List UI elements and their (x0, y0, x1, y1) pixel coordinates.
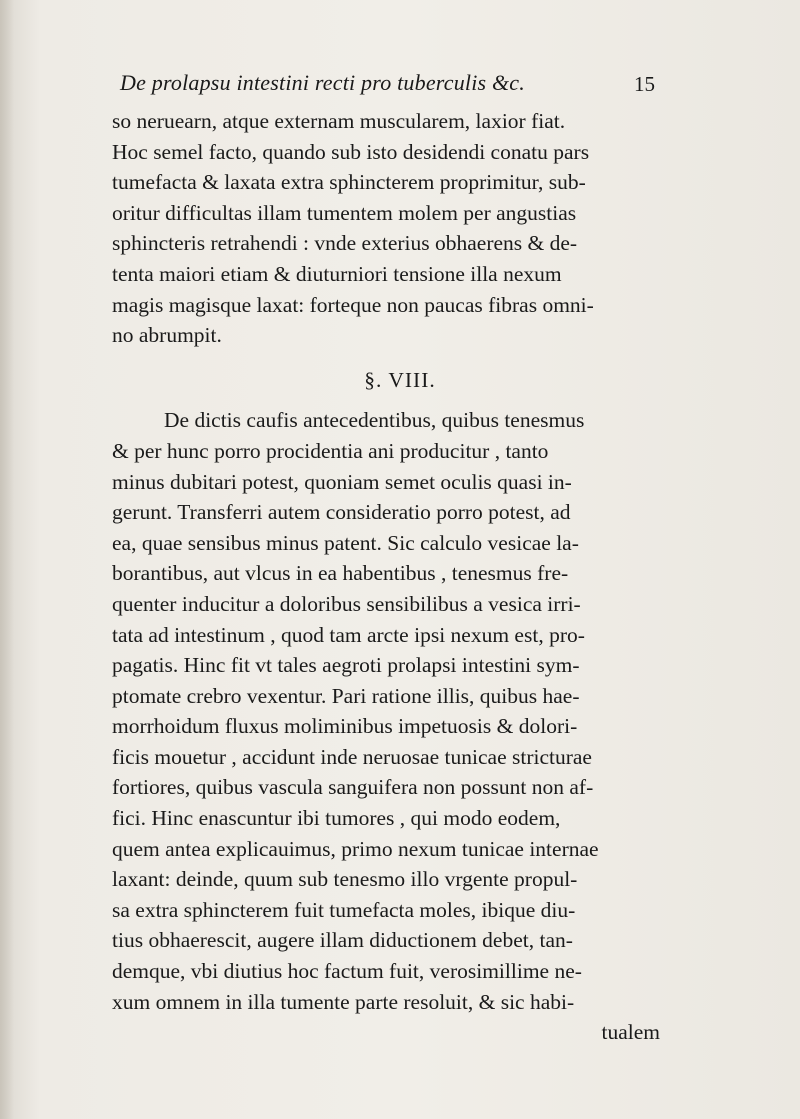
text-line: so neruearn, atque externam muscularem, laxior fiat. (112, 109, 566, 133)
text-line: De dictis caufis antecedentibus, quibus tenesmus (164, 408, 585, 433)
text-line: no abrumpit. (112, 323, 222, 348)
text-line: ea, quae sensibus minus patent. Sic calculo vesicae la- (112, 530, 579, 555)
text-line: laxant: deinde, quum sub tenesmo illo vrgente propul- (112, 867, 578, 892)
text-line: borantibus, aut vlcus in ea habentibus , tenesmus fre- (112, 561, 569, 586)
text-line: minus dubitari potest, quoniam semet oculis quasi in- (112, 469, 572, 494)
running-title: De prolapsu intestini recti pro tuberculis &c. (120, 70, 525, 95)
text-line: tata ad intestinum , quod tam arcte ipsi nexum est, pro- (112, 622, 585, 647)
text-line: morrhoidum fluxus moliminibus impetuosis & dolori- (112, 714, 578, 739)
text-line: gerunt. Transferri autem consideratio porro potest, ad (112, 500, 571, 525)
text-line: tumefacta & laxata extra sphincterem proprimitur, sub- (112, 170, 586, 195)
catchword: tualem (601, 1020, 660, 1045)
paragraph-2 (112, 405, 660, 1017)
text-line: sphincteris retrahendi : vnde exterius obhaerens & de- (112, 231, 578, 256)
text-line: tenta maiori etiam & diuturniori tensione illa nexum (112, 261, 562, 286)
text-line: demque, vbi diutius hoc factum fuit, verosimillime ne- (112, 959, 582, 984)
text-line: quenter inducitur a doloribus sensibilibus a vesica irri- (112, 591, 581, 616)
text-line: xum omnem in illa tumente parte resoluit, & sic habi- (112, 989, 575, 1014)
text-line: fortiores, quibus vascula sanguifera non possunt non af- (112, 775, 594, 800)
text-line: quem antea explicauimus, primo nexum tunicae internae (112, 836, 599, 861)
text-line: sa extra sphincterem fuit tumefacta moles, ibique diu- (112, 897, 576, 922)
page-header (120, 70, 655, 104)
text-line: ptomate crebro vexentur. Pari ratione illis, quibus hae- (112, 683, 580, 708)
section-heading: §. VIII. (364, 367, 436, 392)
text-line: oritur difficultas illam tumentem molem per angustias (112, 200, 577, 225)
page-number: 15 (634, 72, 655, 96)
paragraph-1 (112, 106, 660, 351)
scan-shadow-edge (0, 0, 14, 1119)
body-text (112, 106, 660, 1048)
text-line: Hoc semel facto, quando sub isto desidendi conatu pars (112, 139, 590, 164)
text-line: pagatis. Hinc fit vt tales aegroti prolapsi intestini sym- (112, 653, 580, 678)
text-line: & per hunc porro procidentia ani producitur , tanto (112, 438, 549, 463)
text-line: tius obhaerescit, augere illam diductionem debet, tan- (112, 928, 573, 953)
text-line: ficis mouetur , accidunt inde neruosae tunicae stricturae (112, 744, 592, 769)
text-line: fici. Hinc enascuntur ibi tumores , qui modo eodem, (112, 806, 561, 831)
text-line: magis magisque laxat: forteque non paucas fibras omni- (112, 292, 594, 317)
